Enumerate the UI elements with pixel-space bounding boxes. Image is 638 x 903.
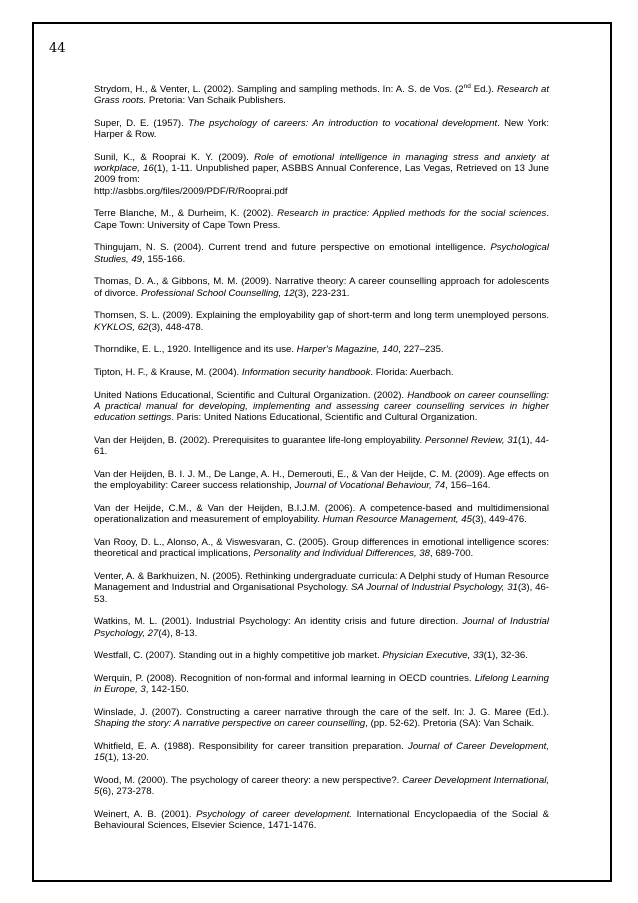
reference-entry: Van der Heijden, B. (2002). Prerequisites to guarantee life-long employability. Personnel Review, 31(1), 44-61. [94,435,549,458]
reference-entry: Super, D. E. (1957). The psychology of careers: An introduction to vocational development. New York: Harper & Row. [94,118,549,141]
reference-entry: Wood, M. (2000). The psychology of career theory: a new perspective?. Career Development International, 5(6), 273-278. [94,775,549,798]
reference-entry: Terre Blanche, M., & Durheim, K. (2002). Research in practice: Applied methods for the social sciences. Cape Town: University of Cape Town Press. [94,208,549,231]
reference-entry: Van der Heijden, B. I. J. M., De Lange, A. H., Demerouti, E., & Van der Heijde, C. M. (2009). Age effects on the employability: Career success relationship, Journal of Vocational Behaviour, 74, 156–164. [94,469,549,492]
reference-list [94,84,549,843]
reference-entry: Whitfield, E. A. (1988). Responsibility for career transition preparation. Journal of Career Development, 15(1), 13-20. [94,741,549,764]
page-number: 44 [49,41,66,56]
reference-url: http://asbbs.org/files/2009/PDF/R/Rooprai.pdf [94,185,288,197]
reference-entry: Sunil, K., & Rooprai K. Y. (2009). Role of emotional intelligence in managing stress and anxiety at workplace, 16(1), 1-11. Unpublished paper, ASBBS Annual Conference, Las Vegas, Retrieved on 13 June 2009 from: http://asbbs.org/files/2009/PDF/R/Rooprai.pdf [94,152,550,197]
reference-entry: Thomsen, S. L. (2009). Explaining the employability gap of short-term and long term unemployed persons. KYKLOS, 62(3), 448-478. [94,310,549,333]
reference-entry: Werquin, P. (2008). Recognition of non-formal and informal learning in OECD countries. Lifelong Learning in Europe, 3, 142-150. [94,673,549,696]
reference-entry: Winslade, J. (2007). Constructing a career narrative through the care of the self. In: J. G. Maree (Ed.). Shaping the story: A narrative perspective on career counselling, (pp. 52-62). Pretoria (SA): Van Schaik. [94,707,549,730]
reference-entry: Strydom, H., & Venter, L. (2002). Sampling and sampling methods. In: A. S. de Vos. (2nd Ed.). Research at Grass roots. Pretoria: Van Schaik Publishers. [94,83,549,107]
reference-entry: United Nations Educational, Scientific and Cultural Organization. (2002). Handbook on career counselling: A practical manual for developing, implementing and assessing career counselling services in higher education settings. Paris: United Nations Educational, Scientific and Cultural Organization. [94,390,549,424]
reference-entry: Van Rooy, D. L., Alonso, A., & Viswesvaran, C. (2005). Group differences in emotional intelligence scores: theoretical and practical implications, Personality and Individual Differences, 38, 689-700. [94,537,549,560]
reference-entry: Watkins, M. L. (2001). Industrial Psychology: An identity crisis and future direction. Journal of Industrial Psychology, 27(4), 8-13. [94,616,549,639]
reference-entry: Thomas, D. A., & Gibbons, M. M. (2009). Narrative theory: A career counselling approach for adolescents of divorce. Professional School Counselling, 12(3), 223-231. [94,276,549,299]
reference-entry: Thorndike, E. L., 1920. Intelligence and its use. Harper's Magazine, 140, 227–235. [94,344,444,356]
reference-entry: Weinert, A. B. (2001). Psychology of career development. International Encyclopaedia of the Social & Behavioural Sciences, Elsevier Science, 1471-1476. [94,809,549,832]
reference-entry: Van der Heijde, C.M., & Van der Heijden, B.I.J.M. (2006). A competence-based and multidimensional operationalization and measurement of employability. Human Resource Management, 45(3), 449-476. [94,503,549,526]
reference-entry: Westfall, C. (2007). Standing out in a highly competitive job market. Physician Executive, 33(1), 32-36. [94,650,528,662]
reference-entry: Venter, A. & Barkhuizen, N. (2005). Rethinking undergraduate curricula: A Delphi study of Human Resource Management and Industrial and Organisational Psychology. SA Journal of Industrial Psychology, 31(3), 46-53. [94,571,549,605]
reference-entry: Thingujam, N. S. (2004). Current trend and future perspective on emotional intelligence. Psychological Studies, 49, 155-166. [94,242,549,265]
reference-entry: Tipton, H. F., & Krause, M. (2004). Information security handbook. Florida: Auerbach. [94,367,454,379]
